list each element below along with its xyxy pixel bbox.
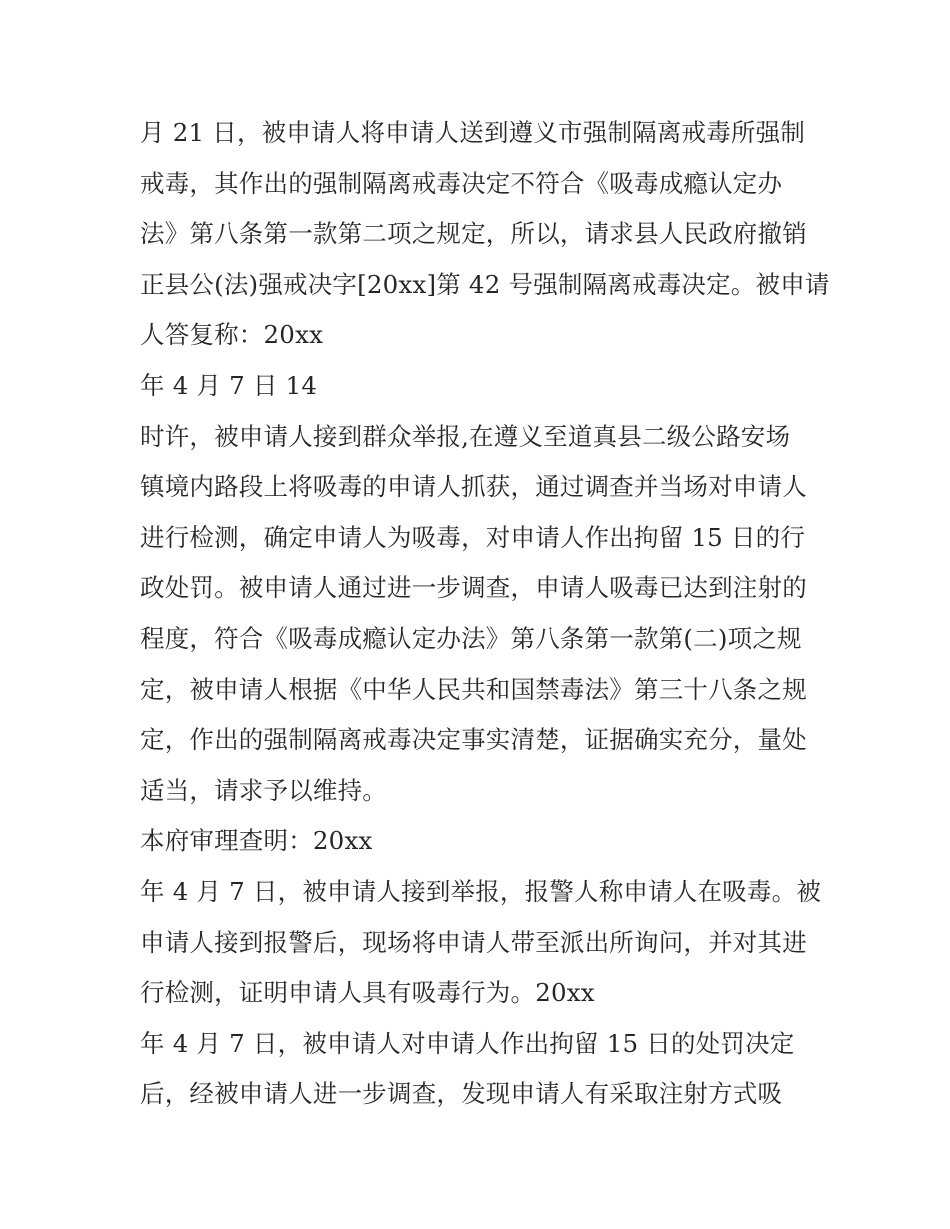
document-body [140,108,830,1120]
text-line: 年 4 月 7 日，被申请人接到举报，报警人称申请人在吸毒。被 [140,876,822,906]
text-line: 定，被申请人根据《中华人民共和国禁毒法》第三十八条之规 [140,674,807,704]
text-line: 行检测，证明申请人具有吸毒行为。20xx [140,978,595,1008]
text-line: 月 21 日，被申请人将申请人送到遵义市强制隔离戒毒所强制 [140,118,806,147]
text-line: 申请人接到报警后，现场将申请人带至派出所询问，并对其进 [140,927,807,957]
text-line: 戒毒，其作出的强制隔离戒毒决定不符合《吸毒成瘾认定办 [140,168,783,198]
text-line: 年 4 月 7 日，被申请人对申请人作出拘留 15 日的处罚决定 [140,1028,795,1058]
text-line: 政处罚。被申请人通过进一步调查，申请人吸毒已达到注射的 [140,573,807,603]
text-line: 定，作出的强制隔离戒毒决定事实清楚，证据确实充分，量处 [140,725,807,755]
text-line: 镇境内路段上将吸毒的申请人抓获，通过调查并当场对申请人 [140,472,807,502]
text-line: 年 4 月 7 日 14 [140,370,318,400]
text-line: 本府审理查明：20xx [140,826,373,856]
text-line: 正县公(法)强戒决字[20xx]第 42 号强制隔离戒毒决定。被申请 [140,269,830,299]
text-line: 程度，符合《吸毒成瘾认定办法》第八条第一款第(二)项之规 [140,623,802,653]
text-line: 后，经被申请人进一步调查，发现申请人有采取注射方式吸 [140,1079,783,1109]
text-line: 时许，被申请人接到群众举报,在遵义至道真县二级公路安场 [140,421,791,451]
text-line: 适当，请求予以维持。 [140,775,387,805]
text-line: 法》第八条第一款第二项之规定，所以，请求县人民政府撤销 [140,219,807,249]
text-line: 进行检测，确定申请人为吸毒，对申请人作出拘留 15 日的行 [140,522,806,552]
text-line: 人答复称：20xx [140,320,324,350]
